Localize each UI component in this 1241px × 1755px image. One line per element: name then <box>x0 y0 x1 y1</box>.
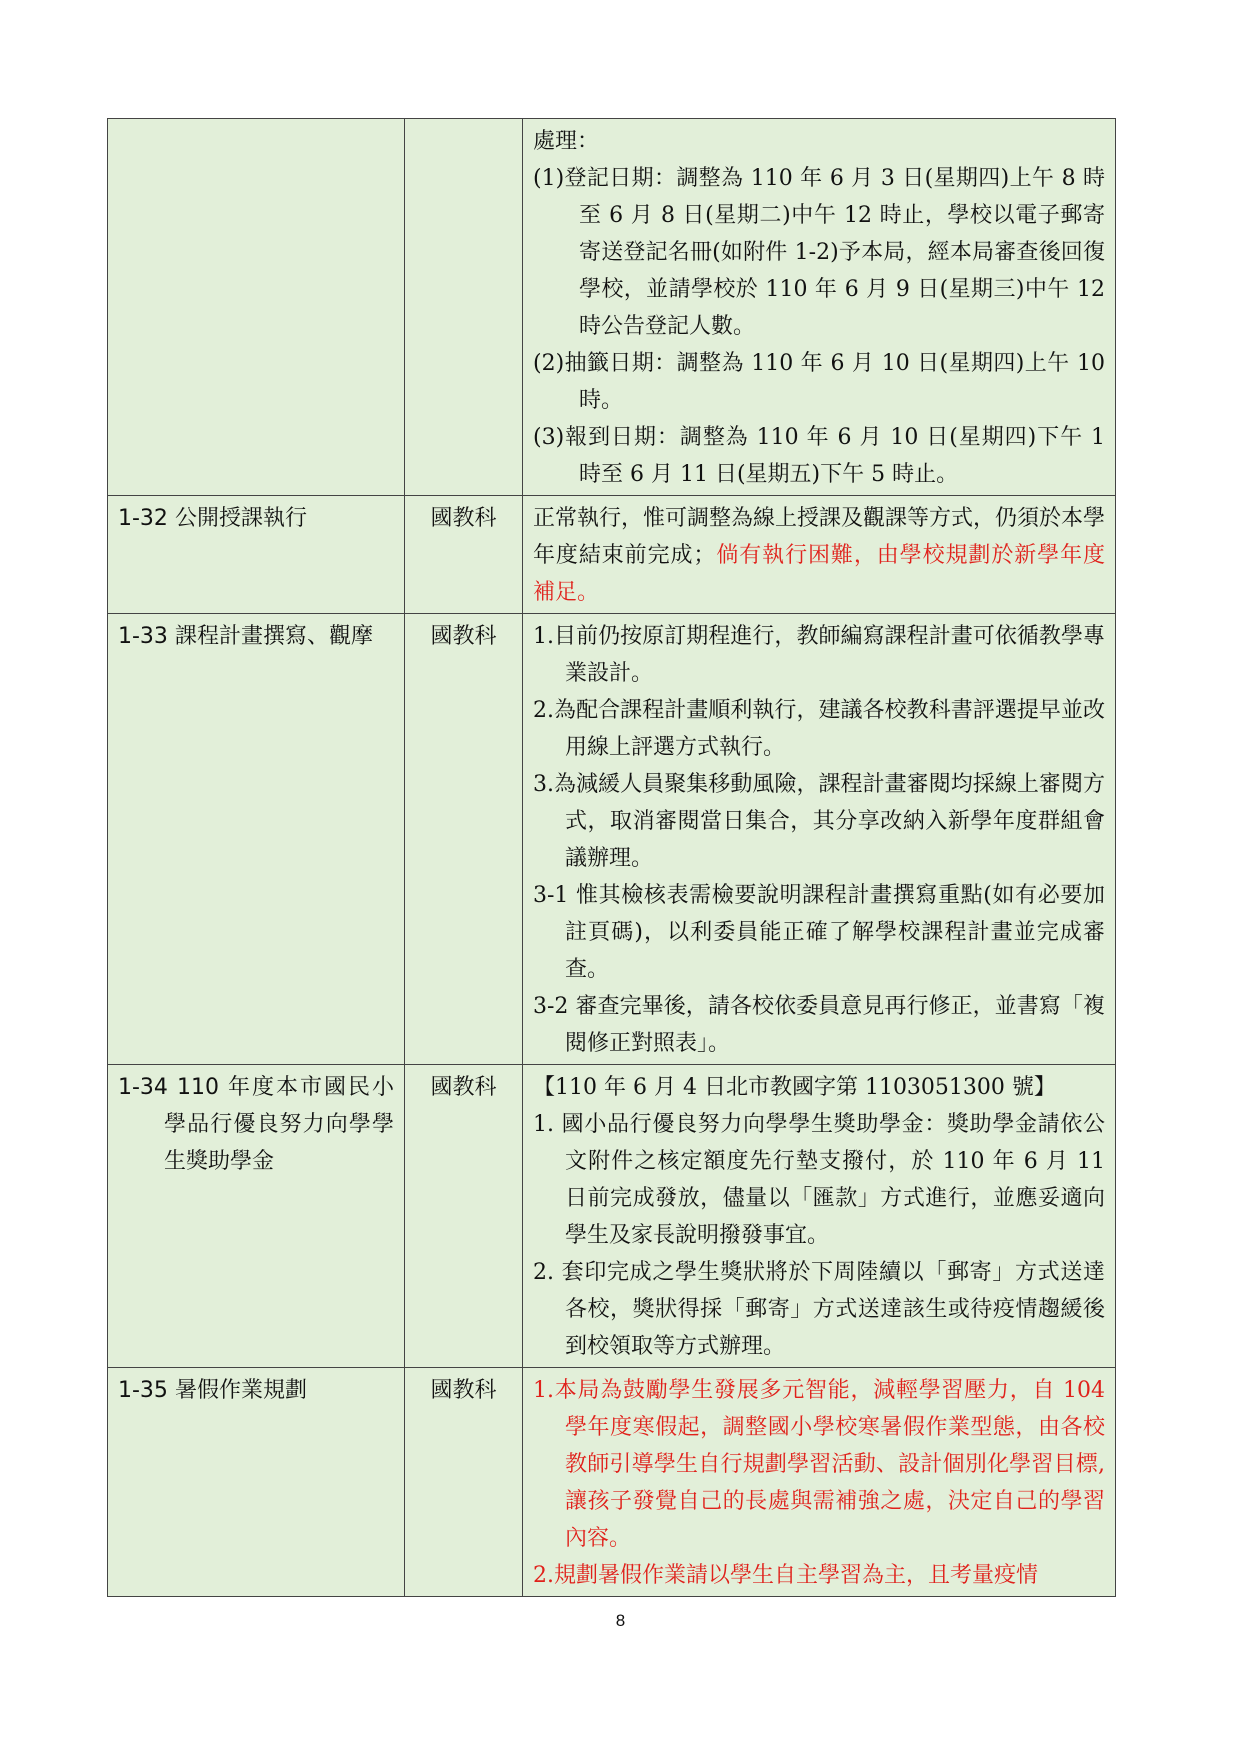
dept-label: 國教科 <box>430 1378 497 1403</box>
dept-cell <box>405 1368 523 1597</box>
dept-cell <box>405 614 523 1065</box>
dept-label: 國教科 <box>430 506 497 531</box>
content-line: 3-2 審查完畢後，請各校依委員意見再行修正，並書寫「複閱修正對照表」。 <box>533 994 1105 1056</box>
dept-cell <box>405 1065 523 1368</box>
content-line: 3-1 惟其檢核表需檢要說明課程計畫撰寫重點(如有必要加註頁碼)，以利委員能正確了解學校課程計畫並完成審查。 <box>533 883 1105 982</box>
content-cell <box>523 119 1116 496</box>
item-title: 110 年度本市國民小學品行優良努力向學學生獎助學金 <box>164 1075 394 1174</box>
dept-cell <box>405 496 523 614</box>
item-label <box>118 1069 394 1180</box>
content-line: 【110 年 6 月 4 日北市教國字第 1103051300 號】 <box>533 1075 1056 1100</box>
content-cell <box>523 1368 1116 1597</box>
content-line: 1.本局為鼓勵學生發展多元智能，減輕學習壓力，自 104 學年度寒假起，調整國小學校寒暑假作業型態，由各校教師引導學生自行規劃學習活動、設計個別化學習目標,讓孩子發覺自己的長處與需補強之處，決定自己的學習內容。 <box>533 1378 1105 1551</box>
content-line: 1. 國小品行優良努力向學學生獎助學金：獎助學金請依公文附件之核定額度先行墊支撥付，於 110 年 6 月 11 日前完成發放，儘量以「匯款」方式進行，並應妥適向學生及家長說明撥發事宜。 <box>533 1112 1105 1248</box>
item-label <box>118 1372 394 1409</box>
item-cell <box>108 496 405 614</box>
item-cell <box>108 614 405 1065</box>
table-row <box>108 1368 1116 1597</box>
content-cell <box>523 1065 1116 1368</box>
item-number: 1-35 <box>118 1378 168 1403</box>
item-number: 1-34 <box>118 1075 168 1100</box>
content-line: (3)報到日期：調整為 110 年 6 月 10 日(星期四)下午 1 時至 6 月 11 日(星期五)下午 5 時止。 <box>533 425 1105 487</box>
content-cell <box>523 614 1116 1065</box>
content-line: 1.目前仍按原訂期程進行，教師編寫課程計畫可依循教學專業設計。 <box>533 624 1105 686</box>
table-row <box>108 496 1116 614</box>
content-text-highlight: 倘有執行困難，由學校規劃於新學年度補足。 <box>533 543 1105 605</box>
table-row <box>108 614 1116 1065</box>
item-label <box>118 500 394 537</box>
measures-table <box>107 118 1116 1597</box>
table-row <box>108 1065 1116 1368</box>
content-line: 2.規劃暑假作業請以學生自主學習為主，且考量疫情 <box>533 1563 1038 1588</box>
item-number: 1-33 <box>118 624 168 649</box>
item-cell <box>108 1368 405 1597</box>
table-row <box>108 119 1116 496</box>
item-label <box>118 618 394 655</box>
dept-cell <box>405 119 523 496</box>
content-line: 2.為配合課程計畫順利執行，建議各校教科書評選提早並改用線上評選方式執行。 <box>533 698 1105 760</box>
item-title: 暑假作業規劃 <box>174 1378 307 1403</box>
dept-label: 國教科 <box>430 624 497 649</box>
item-cell <box>108 119 405 496</box>
content-line: 處理： <box>533 129 600 154</box>
item-cell <box>108 1065 405 1368</box>
dept-label: 國教科 <box>430 1075 497 1100</box>
item-title: 公開授課執行 <box>174 506 307 531</box>
page-number: 8 <box>615 1611 626 1630</box>
content-cell <box>523 496 1116 614</box>
item-title: 課程計畫撰寫、觀摩 <box>174 624 373 649</box>
content-line: (2)抽籤日期：調整為 110 年 6 月 10 日(星期四)上午 10 時。 <box>533 351 1105 413</box>
content-line: (1)登記日期：調整為 110 年 6 月 3 日(星期四)上午 8 時至 6 月 8 日(星期二)中午 12 時止，學校以電子郵寄寄送登記名冊(如附件 1-2)予本局，經本局審查後回復學校，並請學校於 110 年 6 月 9 日(星期三)中午 12 時公告登記人數。 <box>533 166 1105 339</box>
item-number: 1-32 <box>118 506 168 531</box>
content-line: 3.為減緩人員聚集移動風險，課程計畫審閱均採線上審閱方式，取消審閱當日集合，其分享改納入新學年度群組會議辦理。 <box>533 772 1105 871</box>
content-text: 正常執行，惟可調整為線上授課及觀課等方式，仍須於本學年度結束前完成； <box>533 506 1106 568</box>
content-line: 2. 套印完成之學生獎狀將於下周陸續以「郵寄」方式送達各校，獎狀得採「郵寄」方式送達該生或待疫情趨緩後到校領取等方式辦理。 <box>533 1260 1105 1359</box>
content-paragraph <box>533 500 1105 611</box>
